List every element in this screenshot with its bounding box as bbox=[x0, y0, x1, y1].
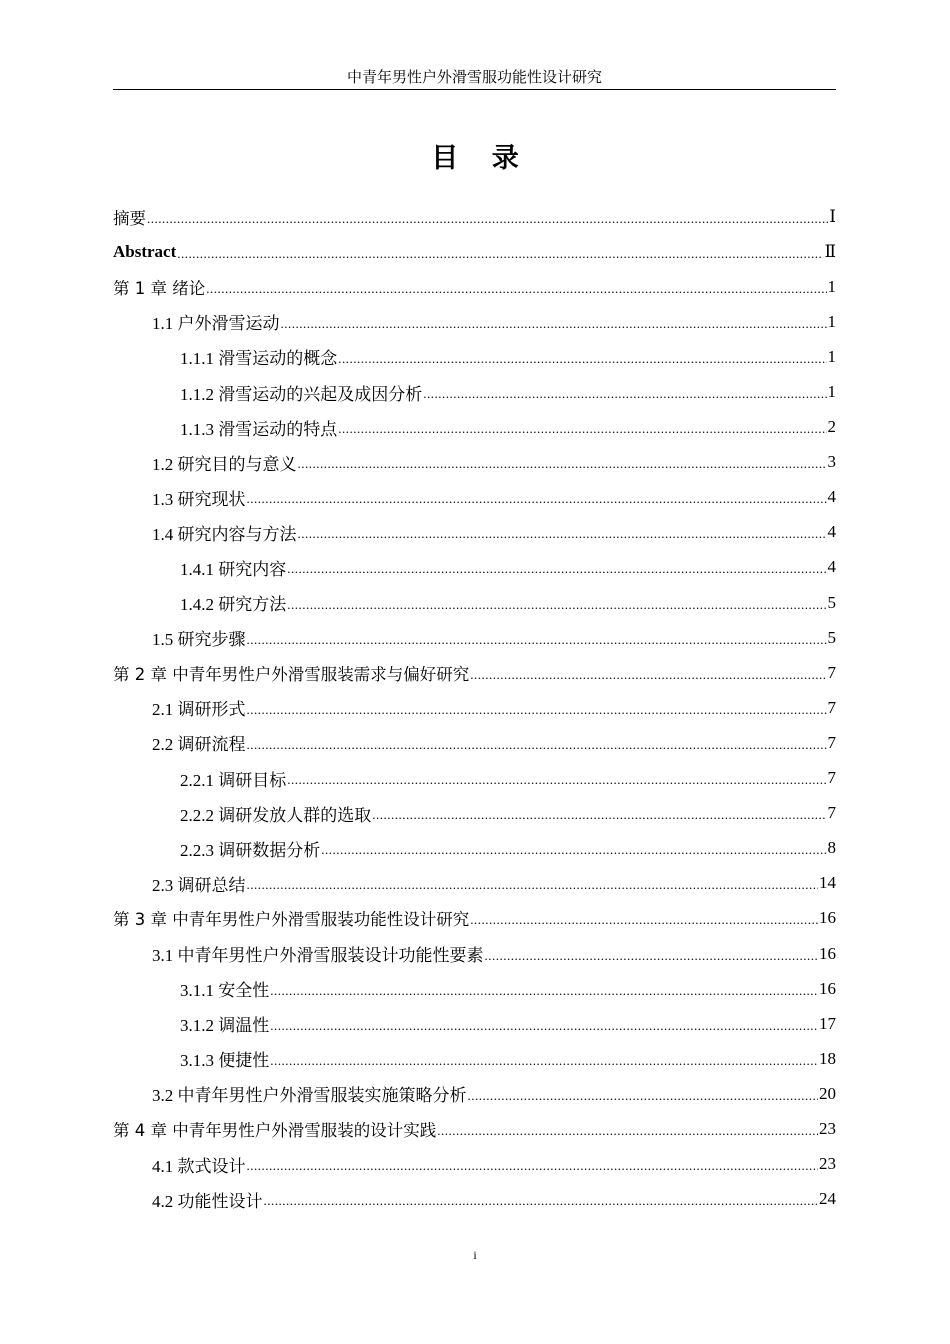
toc-entry-section[interactable] bbox=[113, 1147, 836, 1182]
toc-entry-page: 1 bbox=[827, 311, 836, 331]
toc-entry-subsection[interactable] bbox=[113, 374, 836, 409]
toc-entry-label: 1.4.2 研究方法 bbox=[180, 595, 287, 615]
toc-entry-page: 7 bbox=[827, 768, 836, 788]
leader-dots bbox=[247, 488, 827, 508]
toc-entry-label: 2.2 调研流程 bbox=[152, 735, 246, 755]
toc-entry-label: Abstract bbox=[113, 241, 177, 261]
toc-entry-label: 4.1 款式设计 bbox=[152, 1156, 246, 1176]
toc-entry-label: 1.3 研究现状 bbox=[152, 489, 246, 509]
leader-dots bbox=[270, 980, 818, 1000]
leader-dots bbox=[270, 1050, 818, 1070]
toc-entry-label: 第 1 章 绪论 bbox=[113, 278, 206, 298]
leader-dots bbox=[321, 839, 826, 859]
toc-entry-label: 2.3 调研总结 bbox=[152, 875, 246, 895]
toc-entry-label: 1.1.1 滑雪运动的概念 bbox=[180, 349, 338, 369]
toc-entry-page: 16 bbox=[819, 908, 836, 928]
toc-entry-subsection[interactable] bbox=[113, 971, 836, 1006]
toc-entry-page: 1 bbox=[827, 382, 836, 402]
toc-entry-page: 14 bbox=[819, 873, 836, 893]
toc-entry-label: 1.2 研究目的与意义 bbox=[152, 454, 297, 474]
toc-entry-label: 第 4 章 中青年男性户外滑雪服装的设计实践 bbox=[113, 1120, 437, 1140]
leader-dots bbox=[247, 629, 827, 649]
toc-entry-chapter-3[interactable] bbox=[113, 901, 836, 936]
toc-entry-page: 17 bbox=[819, 1013, 836, 1033]
toc-entry-section[interactable] bbox=[113, 1076, 836, 1111]
toc-entry-label: 摘要 bbox=[113, 208, 146, 228]
leader-dots bbox=[247, 1155, 819, 1175]
toc-entry-label: 3.1.1 安全性 bbox=[180, 981, 270, 1001]
toc-entry-label: 3.1 中青年男性户外滑雪服装设计功能性要素 bbox=[152, 946, 484, 966]
leader-dots bbox=[177, 243, 823, 263]
toc-entry-label: 3.1.2 调温性 bbox=[180, 1016, 270, 1036]
toc-entry-label: 2.2.2 调研发放人群的选取 bbox=[180, 805, 372, 825]
toc-entry-label: 1.4 研究内容与方法 bbox=[152, 524, 297, 544]
toc-entry-subsection[interactable] bbox=[113, 585, 836, 620]
toc-entry-page: 18 bbox=[819, 1048, 836, 1068]
toc-entry-chapter-4[interactable] bbox=[113, 1111, 836, 1146]
running-header: 中青年男性户外滑雪服功能性设计研究 bbox=[113, 68, 836, 90]
leader-dots bbox=[485, 945, 819, 965]
toc-entry-section[interactable] bbox=[113, 1182, 836, 1217]
leader-dots bbox=[298, 453, 827, 473]
toc-entry-page: 3 bbox=[827, 452, 836, 472]
toc-entry-page: Ⅰ bbox=[829, 206, 836, 226]
toc-entry-abstract-cn[interactable] bbox=[113, 199, 836, 234]
leader-dots bbox=[287, 558, 826, 578]
toc-entry-label: 1.1 户外滑雪运动 bbox=[152, 314, 280, 334]
toc-entry-section[interactable] bbox=[113, 690, 836, 725]
toc-entry-section[interactable] bbox=[113, 866, 836, 901]
toc-entry-subsection[interactable] bbox=[113, 831, 836, 866]
toc-entry-page: 7 bbox=[827, 803, 836, 823]
toc-entry-label: 3.1.3 便捷性 bbox=[180, 1051, 270, 1071]
toc-entry-chapter-2[interactable] bbox=[113, 655, 836, 690]
leader-dots bbox=[247, 734, 827, 754]
leader-dots bbox=[338, 418, 826, 438]
toc-entry-label: 1.4.1 研究内容 bbox=[180, 559, 287, 579]
toc-entry-page: 16 bbox=[819, 943, 836, 963]
toc-entry-subsection[interactable] bbox=[113, 1006, 836, 1041]
toc-entry-page: 7 bbox=[827, 662, 836, 682]
leader-dots bbox=[298, 523, 827, 543]
toc-entry-page: 16 bbox=[819, 978, 836, 998]
toc-entry-page: 4 bbox=[827, 557, 836, 577]
toc-entry-label: 2.2.1 调研目标 bbox=[180, 770, 287, 790]
leader-dots bbox=[470, 909, 818, 929]
leader-dots bbox=[287, 769, 826, 789]
leader-dots bbox=[206, 278, 826, 298]
leader-dots bbox=[437, 1120, 818, 1140]
toc-entry-page: 2 bbox=[827, 417, 836, 437]
toc-entry-page: 23 bbox=[819, 1118, 836, 1138]
toc-entry-page: 1 bbox=[827, 346, 836, 366]
toc-entry-section[interactable] bbox=[113, 515, 836, 550]
leader-dots bbox=[147, 208, 828, 228]
toc-entry-page: 7 bbox=[827, 697, 836, 717]
table-of-contents bbox=[113, 199, 836, 1217]
leader-dots bbox=[247, 699, 827, 719]
toc-entry-page: 7 bbox=[827, 732, 836, 752]
toc-entry-label: 4.2 功能性设计 bbox=[152, 1191, 263, 1211]
toc-entry-subsection[interactable] bbox=[113, 550, 836, 585]
toc-entry-subsection[interactable] bbox=[113, 1041, 836, 1076]
toc-entry-subsection[interactable] bbox=[113, 339, 836, 374]
toc-entry-label: 1.5 研究步骤 bbox=[152, 630, 246, 650]
toc-entry-section[interactable] bbox=[113, 620, 836, 655]
leader-dots bbox=[264, 1190, 819, 1210]
leader-dots bbox=[468, 1085, 819, 1105]
toc-entry-label: 2.1 调研形式 bbox=[152, 700, 246, 720]
toc-entry-section[interactable] bbox=[113, 304, 836, 339]
leader-dots bbox=[281, 313, 827, 333]
toc-entry-label: 1.1.2 滑雪运动的兴起及成因分析 bbox=[180, 384, 423, 404]
toc-entry-page: 5 bbox=[827, 627, 836, 647]
toc-entry-section[interactable] bbox=[113, 480, 836, 515]
toc-entry-label: 第 3 章 中青年男性户外滑雪服装功能性设计研究 bbox=[113, 910, 470, 930]
toc-entry-subsection[interactable] bbox=[113, 761, 836, 796]
toc-entry-label: 3.2 中青年男性户外滑雪服装实施策略分析 bbox=[152, 1086, 467, 1106]
toc-title: 目 录 bbox=[431, 143, 531, 174]
toc-entry-label: 1.1.3 滑雪运动的特点 bbox=[180, 419, 338, 439]
toc-entry-section[interactable] bbox=[113, 936, 836, 971]
toc-entry-page: 24 bbox=[819, 1189, 836, 1209]
toc-entry-subsection[interactable] bbox=[113, 796, 836, 831]
leader-dots bbox=[338, 348, 826, 368]
leader-dots bbox=[270, 1015, 818, 1035]
leader-dots bbox=[372, 804, 826, 824]
toc-entry-page: 4 bbox=[827, 522, 836, 542]
leader-dots bbox=[423, 383, 826, 403]
toc-entry-subsection[interactable] bbox=[113, 410, 836, 445]
toc-entry-section[interactable] bbox=[113, 725, 836, 760]
toc-entry-section[interactable] bbox=[113, 445, 836, 480]
toc-entry-label: 第 2 章 中青年男性户外滑雪服装需求与偏好研究 bbox=[113, 664, 470, 684]
leader-dots bbox=[470, 664, 826, 684]
toc-entry-chapter-1[interactable] bbox=[113, 269, 836, 304]
page-number: i bbox=[473, 1248, 477, 1262]
toc-entry-page: 20 bbox=[819, 1083, 836, 1103]
toc-entry-abstract-en[interactable] bbox=[113, 234, 836, 269]
toc-entry-page: 5 bbox=[827, 592, 836, 612]
toc-entry-page: 8 bbox=[827, 838, 836, 858]
toc-entry-page: 1 bbox=[827, 276, 836, 296]
toc-entry-page: Ⅱ bbox=[824, 241, 836, 261]
toc-entry-label: 2.2.3 调研数据分析 bbox=[180, 840, 321, 860]
leader-dots bbox=[287, 594, 826, 614]
toc-entry-page: 23 bbox=[819, 1154, 836, 1174]
toc-entry-page: 4 bbox=[827, 487, 836, 507]
leader-dots bbox=[247, 874, 819, 894]
